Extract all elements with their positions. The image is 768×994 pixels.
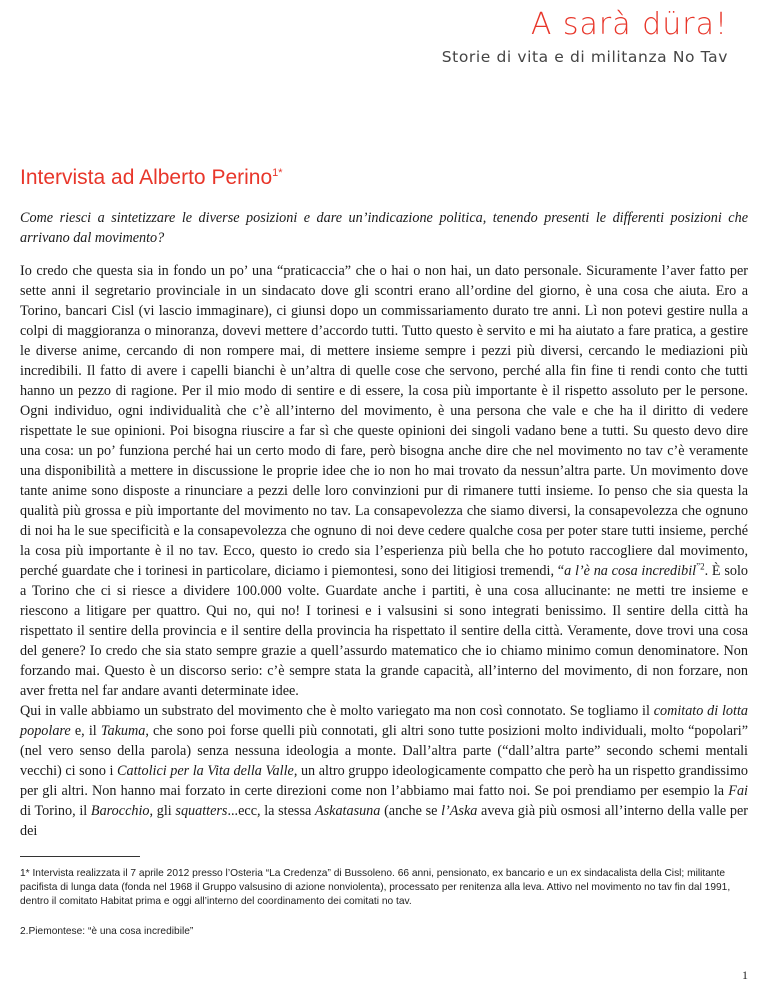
answer-text: Io credo che questa sia in fondo un po’ una “praticaccia” che o hai o non hai, un dato personale. Sicuramente l’aver fatto per sette anni il segretario provinciale in un sindacato dove gli scontri erano all’ordine del giorno, è una cosa che aiuta. Ero a Torino, bancari Cisl (vi lascio immaginare), ci giunsi dopo un commissariamento durato tre anni. Lì non potevi gestire nulla a colpi di maggioranza o minoranza, dovevi mettere d’accordo tutti. Tutto questo è servito e mi ha aiutato a fare pratica, a gestire le diverse anime, cercando di non rompere mai, di mettere insieme sempre i pezzi più diversi, cercando le mediazioni più incredibili. Il fatto di avere i capelli bianchi è un’altra di quelle cose che servono, perché alla fin fine ti rendi conto che tutti hanno un pezzo di ragione. Per il mio modo di sentire e di essere, la cosa più importante è il rispetto assoluto per le persone. Ogni individuo, ogni individualità che c’è all’interno del movimento, è una persona che vale e che ha il diritto di vedere rispettate le sue opinioni. Poi bisogna riuscire a far sì che queste opinioni dei singoli vadano bene a tutti. Su questo devo dire una cosa: un po’ funziona perché hai un certo modo di fare, però bisogna anche dire che nel movimento no tav c’è veramente una disponibilità a mettere in discussione le proprie idee che io non ho mai trovato da nessun’altra parte. Un movimento dove tante anime sono disposte a rinunciare a pezzi delle loro convinzioni pur di rimanere tutti insieme. Io penso che sia questa la qualità più grossa e più importante del movimento no tav. La consapevolezza che siamo diversi, la consapevolezza che ognuno di noi ha le sue specificità e la consapevolezza che ognuno di noi deve cedere qualche cosa per poter stare tutti insieme, perché la cosa più importante è il no tav. Ecco, questo io credo sia l’esperienza più bella che ho potuto raccogliere dal movimento, perché guardate che i torinesi in particolare, diciamo i piemontesi, sono dei litigiosi tremendi, “ — [20, 263, 748, 579]
running-header — [442, 6, 728, 68]
footnote-ref-2: ”2 — [696, 561, 705, 572]
dialect-quote: a l’è na cosa incredibil — [564, 563, 697, 579]
answer-paragraph-2 — [20, 701, 748, 841]
answer-text: (anche se — [380, 803, 442, 819]
group-name: Takuma — [100, 723, 146, 739]
answer-text: di Torino, il — [20, 803, 91, 819]
group-name: Askatasuna — [314, 803, 381, 819]
answer-text: aveva già più osmosi all’interno della valle per dei — [20, 803, 748, 839]
group-name: Cattolici per la Vita della Valle — [117, 763, 294, 779]
group-name: comitato di lotta popolare — [20, 703, 748, 739]
answer-text: . È solo a Torino che ci si riesce a dividere 100.000 volte. Guardate anche i partiti, è una cosa allucinante: ne metti tre insieme e riescono a litigare per quattro. Qui no, qui no! I torinesi e i valsusini si sono integrati benissimo. Il sentire della città ha rispettato il sentire della provincia e il sentire della provincia ha rispettato il sentire della città. Veramente, dove trovi una cosa del genere? Io credo che sia stato sempre grazie a quell’assurdo matematico che io chiamo minimo comun denominatore. Non forzando mai. Questo è un discorso serio: c’è sempre stata la grande capacità, all’interno del movimento, di non forzare, non aver fretta nel far andare avanti determinate idee. — [20, 563, 748, 699]
answer-text: , un altro gruppo ideologicamente compatto che però ha un rispetto grandissimo per gli altri. Non hanno mai forzato in certe direzioni come non l’abbiamo mai fatto noi. Se poi prendiamo per esempio la — [20, 763, 748, 799]
footnote-divider — [20, 856, 140, 857]
article-body — [20, 164, 748, 841]
group-name: Fai — [728, 783, 748, 799]
answer-text: e, il — [70, 723, 101, 739]
footnote-1: 1* Intervista realizzata il 7 aprile 2012 presso l’Osteria “La Credenza” di Bussoleno. 66 anni, pensionato, ex bancario e un ex sindacalista della Cisl; militante pacifista di lunga data (fonda nel 1968 il Gruppo valsusino di azione nonviolenta), processato per renitenza alla leva. Attivo nel movimento no tav fin dal 1991, dentro il comitato Habitat prima e oggi all’interno del coordinamento dei comitati no tav. — [20, 868, 731, 907]
group-name: l’Aska — [441, 803, 478, 819]
footnotes — [20, 867, 748, 955]
answer-text: Qui in valle abbiamo un substrato del movimento che è molto variegato ma non così connotato. Se togliamo il — [20, 703, 654, 719]
group-name: squatters — [175, 803, 228, 819]
interview-title-text: Intervista ad Alberto Perino — [20, 166, 273, 189]
answer-paragraph-1 — [20, 261, 748, 701]
book-subtitle: Storie di vita e di militanza No Tav — [441, 48, 728, 66]
group-name: Barocchio — [90, 803, 150, 819]
interview-title — [20, 164, 748, 192]
answer-text: , che sono poi forse quelli più connotati, gli altri sono tutte posizioni molto individuali, molto “popolari” (nel vero senso della parola) senza nessuna ideologia a monte. Dall’altra parte (“dall’altra parte” secondo schemi mentali vecchi) ci sono i — [20, 723, 748, 779]
footnote-2: 2.Piemontese: “è una cosa incredibile” — [20, 926, 194, 937]
book-title: A sarà düra! — [530, 7, 728, 42]
answer-text: ...ecc, la stessa — [227, 803, 315, 819]
page-number: 1 — [742, 968, 748, 982]
interview-question: Come riesci a sintetizzare le diverse posizioni e dare un’indicazione politica, tenendo presenti le differenti posizioni che arrivano dal movimento? — [20, 210, 748, 246]
footnote-ref-1: 1* — [272, 167, 283, 179]
answer-text: , gli — [149, 803, 176, 819]
